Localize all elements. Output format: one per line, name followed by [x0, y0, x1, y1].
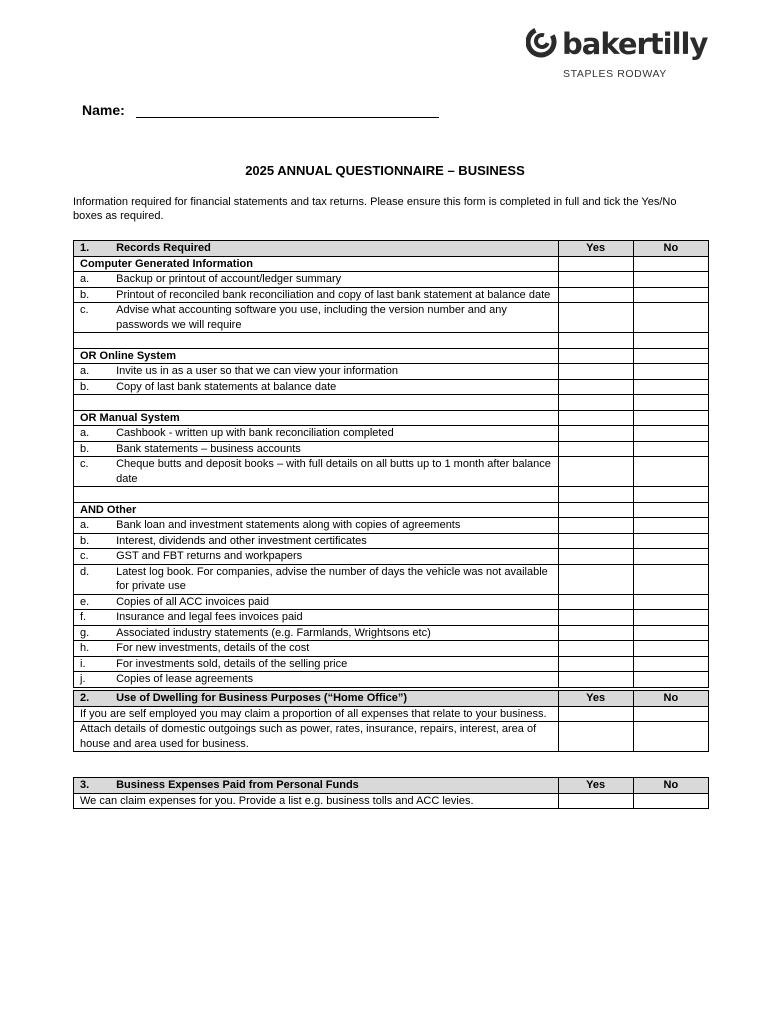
item-letter: a.	[74, 272, 111, 288]
item-text: Cheque butts and deposit books – with full details on all butts up to 1 month after balance date	[110, 457, 558, 487]
item-text: Attach details of domestic outgoings such as power, rates, insurance, repairs, interest, area of house and area used for business.	[74, 722, 559, 752]
no-column-header: No	[633, 778, 708, 794]
item-letter: c.	[74, 457, 111, 487]
yes-checkbox[interactable]	[558, 533, 633, 549]
no-checkbox[interactable]	[633, 502, 708, 518]
no-checkbox[interactable]	[633, 793, 708, 809]
item-letter: b.	[74, 533, 111, 549]
item-letter: j.	[74, 672, 111, 688]
spacer-cell	[74, 333, 559, 349]
list-item	[74, 706, 709, 722]
section-header-row	[74, 241, 709, 257]
list-item	[74, 672, 709, 688]
name-input-line[interactable]	[136, 117, 439, 118]
no-checkbox[interactable]	[633, 333, 708, 349]
list-item	[74, 533, 709, 549]
section-title: Business Expenses Paid from Personal Funds	[110, 778, 558, 794]
no-checkbox[interactable]	[633, 564, 708, 594]
list-item	[74, 594, 709, 610]
spacer-row	[74, 395, 709, 411]
list-item	[74, 426, 709, 442]
yes-checkbox[interactable]	[558, 502, 633, 518]
yes-checkbox[interactable]	[558, 518, 633, 534]
section-header-row	[74, 778, 709, 794]
no-checkbox[interactable]	[633, 487, 708, 503]
spacer-row	[74, 333, 709, 349]
yes-checkbox[interactable]	[558, 656, 633, 672]
group-heading: AND Other	[74, 502, 559, 518]
no-checkbox[interactable]	[633, 379, 708, 395]
yes-checkbox[interactable]	[558, 272, 633, 288]
item-text: Cashbook - written up with bank reconciliation completed	[110, 426, 558, 442]
item-letter: h.	[74, 641, 111, 657]
item-text: Bank loan and investment statements along with copies of agreements	[110, 518, 558, 534]
item-text: Backup or printout of account/ledger summary	[110, 272, 558, 288]
yes-checkbox[interactable]	[558, 793, 633, 809]
list-item	[74, 303, 709, 333]
page-title: 2025 ANNUAL QUESTIONNAIRE – BUSINESS	[245, 163, 525, 178]
no-checkbox[interactable]	[633, 722, 708, 752]
item-text: Printout of reconciled bank reconciliation and copy of last bank statement at balance date	[110, 287, 558, 303]
group-heading-row	[74, 502, 709, 518]
section-title: Records Required	[110, 241, 558, 257]
group-heading-row	[74, 256, 709, 272]
yes-checkbox[interactable]	[558, 426, 633, 442]
no-checkbox[interactable]	[633, 706, 708, 722]
no-checkbox[interactable]	[633, 256, 708, 272]
yes-checkbox[interactable]	[558, 287, 633, 303]
item-text: For new investments, details of the cost	[110, 641, 558, 657]
item-letter: a.	[74, 518, 111, 534]
list-item	[74, 518, 709, 534]
group-heading: Computer Generated Information	[74, 256, 559, 272]
yes-checkbox[interactable]	[558, 610, 633, 626]
yes-checkbox[interactable]	[558, 379, 633, 395]
item-text: Copies of all ACC invoices paid	[110, 594, 558, 610]
intro-text: Information required for financial statements and tax returns. Please ensure this form is completed in full and tick the Yes/No boxes as required.	[73, 196, 677, 222]
item-letter: i.	[74, 656, 111, 672]
item-letter: f.	[74, 610, 111, 626]
list-item	[74, 722, 709, 752]
item-letter: c.	[74, 549, 111, 565]
personal-funds-table	[73, 777, 709, 809]
item-text: Copies of lease agreements	[110, 672, 558, 688]
item-text: We can claim expenses for you. Provide a list e.g. business tolls and ACC levies.	[74, 793, 559, 809]
no-checkbox[interactable]	[633, 441, 708, 457]
no-checkbox[interactable]	[633, 348, 708, 364]
logo-swirl-icon	[526, 26, 558, 58]
item-text: For investments sold, details of the selling price	[110, 656, 558, 672]
no-checkbox[interactable]	[633, 426, 708, 442]
list-item	[74, 625, 709, 641]
no-checkbox[interactable]	[633, 625, 708, 641]
item-text: Bank statements – business accounts	[110, 441, 558, 457]
spacer-row	[74, 487, 709, 503]
yes-checkbox[interactable]	[558, 722, 633, 752]
yes-checkbox[interactable]	[558, 549, 633, 565]
yes-checkbox[interactable]	[558, 487, 633, 503]
list-item	[74, 379, 709, 395]
section-number: 1.	[74, 241, 111, 257]
list-item	[74, 272, 709, 288]
yes-column-header: Yes	[558, 778, 633, 794]
yes-checkbox[interactable]	[558, 441, 633, 457]
item-letter: e.	[74, 594, 111, 610]
list-item	[74, 457, 709, 487]
section-number: 3.	[74, 778, 111, 794]
no-checkbox[interactable]	[633, 533, 708, 549]
yes-checkbox[interactable]	[558, 641, 633, 657]
yes-checkbox[interactable]	[558, 410, 633, 426]
item-text: Interest, dividends and other investment certificates	[110, 533, 558, 549]
group-heading: OR Online System	[74, 348, 559, 364]
no-checkbox[interactable]	[633, 303, 708, 333]
item-letter: a.	[74, 364, 111, 380]
list-item	[74, 287, 709, 303]
item-text: Copy of last bank statements at balance date	[110, 379, 558, 395]
no-checkbox[interactable]	[633, 656, 708, 672]
list-item	[74, 656, 709, 672]
yes-checkbox[interactable]	[558, 333, 633, 349]
list-item	[74, 441, 709, 457]
item-text: If you are self employed you may claim a proportion of all expenses that relate to your business.	[74, 706, 559, 722]
item-text: Latest log book. For companies, advise the number of days the vehicle was not available for private use	[110, 564, 558, 594]
item-text: Advise what accounting software you use, including the version number and any passwords we will require	[110, 303, 558, 333]
list-item	[74, 364, 709, 380]
yes-column-header: Yes	[558, 691, 633, 707]
list-item	[74, 610, 709, 626]
item-text: GST and FBT returns and workpapers	[110, 549, 558, 565]
no-checkbox[interactable]	[633, 518, 708, 534]
company-logo	[524, 24, 708, 84]
item-letter: a.	[74, 426, 111, 442]
yes-checkbox[interactable]	[558, 457, 633, 487]
yes-checkbox[interactable]	[558, 256, 633, 272]
yes-column-header: Yes	[558, 241, 633, 257]
group-heading: OR Manual System	[74, 410, 559, 426]
item-text: Invite us in as a user so that we can view your information	[110, 364, 558, 380]
no-checkbox[interactable]	[633, 364, 708, 380]
no-checkbox[interactable]	[633, 395, 708, 411]
no-checkbox[interactable]	[633, 594, 708, 610]
no-checkbox[interactable]	[633, 610, 708, 626]
group-heading-row	[74, 348, 709, 364]
logo-sub-text: STAPLES RODWAY	[563, 68, 667, 80]
list-item	[74, 564, 709, 594]
section-header-row	[74, 691, 709, 707]
item-letter: b.	[74, 379, 111, 395]
yes-checkbox[interactable]	[558, 706, 633, 722]
yes-checkbox[interactable]	[558, 594, 633, 610]
list-item	[74, 549, 709, 565]
yes-checkbox[interactable]	[558, 303, 633, 333]
list-item	[74, 793, 709, 809]
no-column-header: No	[633, 691, 708, 707]
logo-brand-text: bakertilly	[562, 27, 708, 61]
item-text: Insurance and legal fees invoices paid	[110, 610, 558, 626]
section-number: 2.	[74, 691, 111, 707]
no-checkbox[interactable]	[633, 672, 708, 688]
home-office-table	[73, 690, 709, 752]
list-item	[74, 641, 709, 657]
no-checkbox[interactable]	[633, 410, 708, 426]
no-checkbox[interactable]	[633, 287, 708, 303]
yes-checkbox[interactable]	[558, 348, 633, 364]
item-text: Associated industry statements (e.g. Farmlands, Wrightsons etc)	[110, 625, 558, 641]
records-required-table	[73, 240, 709, 688]
no-column-header: No	[633, 241, 708, 257]
yes-checkbox[interactable]	[558, 625, 633, 641]
name-label: Name:	[82, 102, 125, 118]
item-letter: d.	[74, 564, 111, 594]
spacer-cell	[74, 395, 559, 411]
item-letter: b.	[74, 287, 111, 303]
yes-checkbox[interactable]	[558, 395, 633, 411]
item-letter: b.	[74, 441, 111, 457]
section-title: Use of Dwelling for Business Purposes (“Home Office”)	[110, 691, 558, 707]
yes-checkbox[interactable]	[558, 672, 633, 688]
no-checkbox[interactable]	[633, 272, 708, 288]
no-checkbox[interactable]	[633, 549, 708, 565]
group-heading-row	[74, 410, 709, 426]
yes-checkbox[interactable]	[558, 564, 633, 594]
no-checkbox[interactable]	[633, 457, 708, 487]
spacer-cell	[74, 487, 559, 503]
yes-checkbox[interactable]	[558, 364, 633, 380]
item-letter: c.	[74, 303, 111, 333]
item-letter: g.	[74, 625, 111, 641]
no-checkbox[interactable]	[633, 641, 708, 657]
